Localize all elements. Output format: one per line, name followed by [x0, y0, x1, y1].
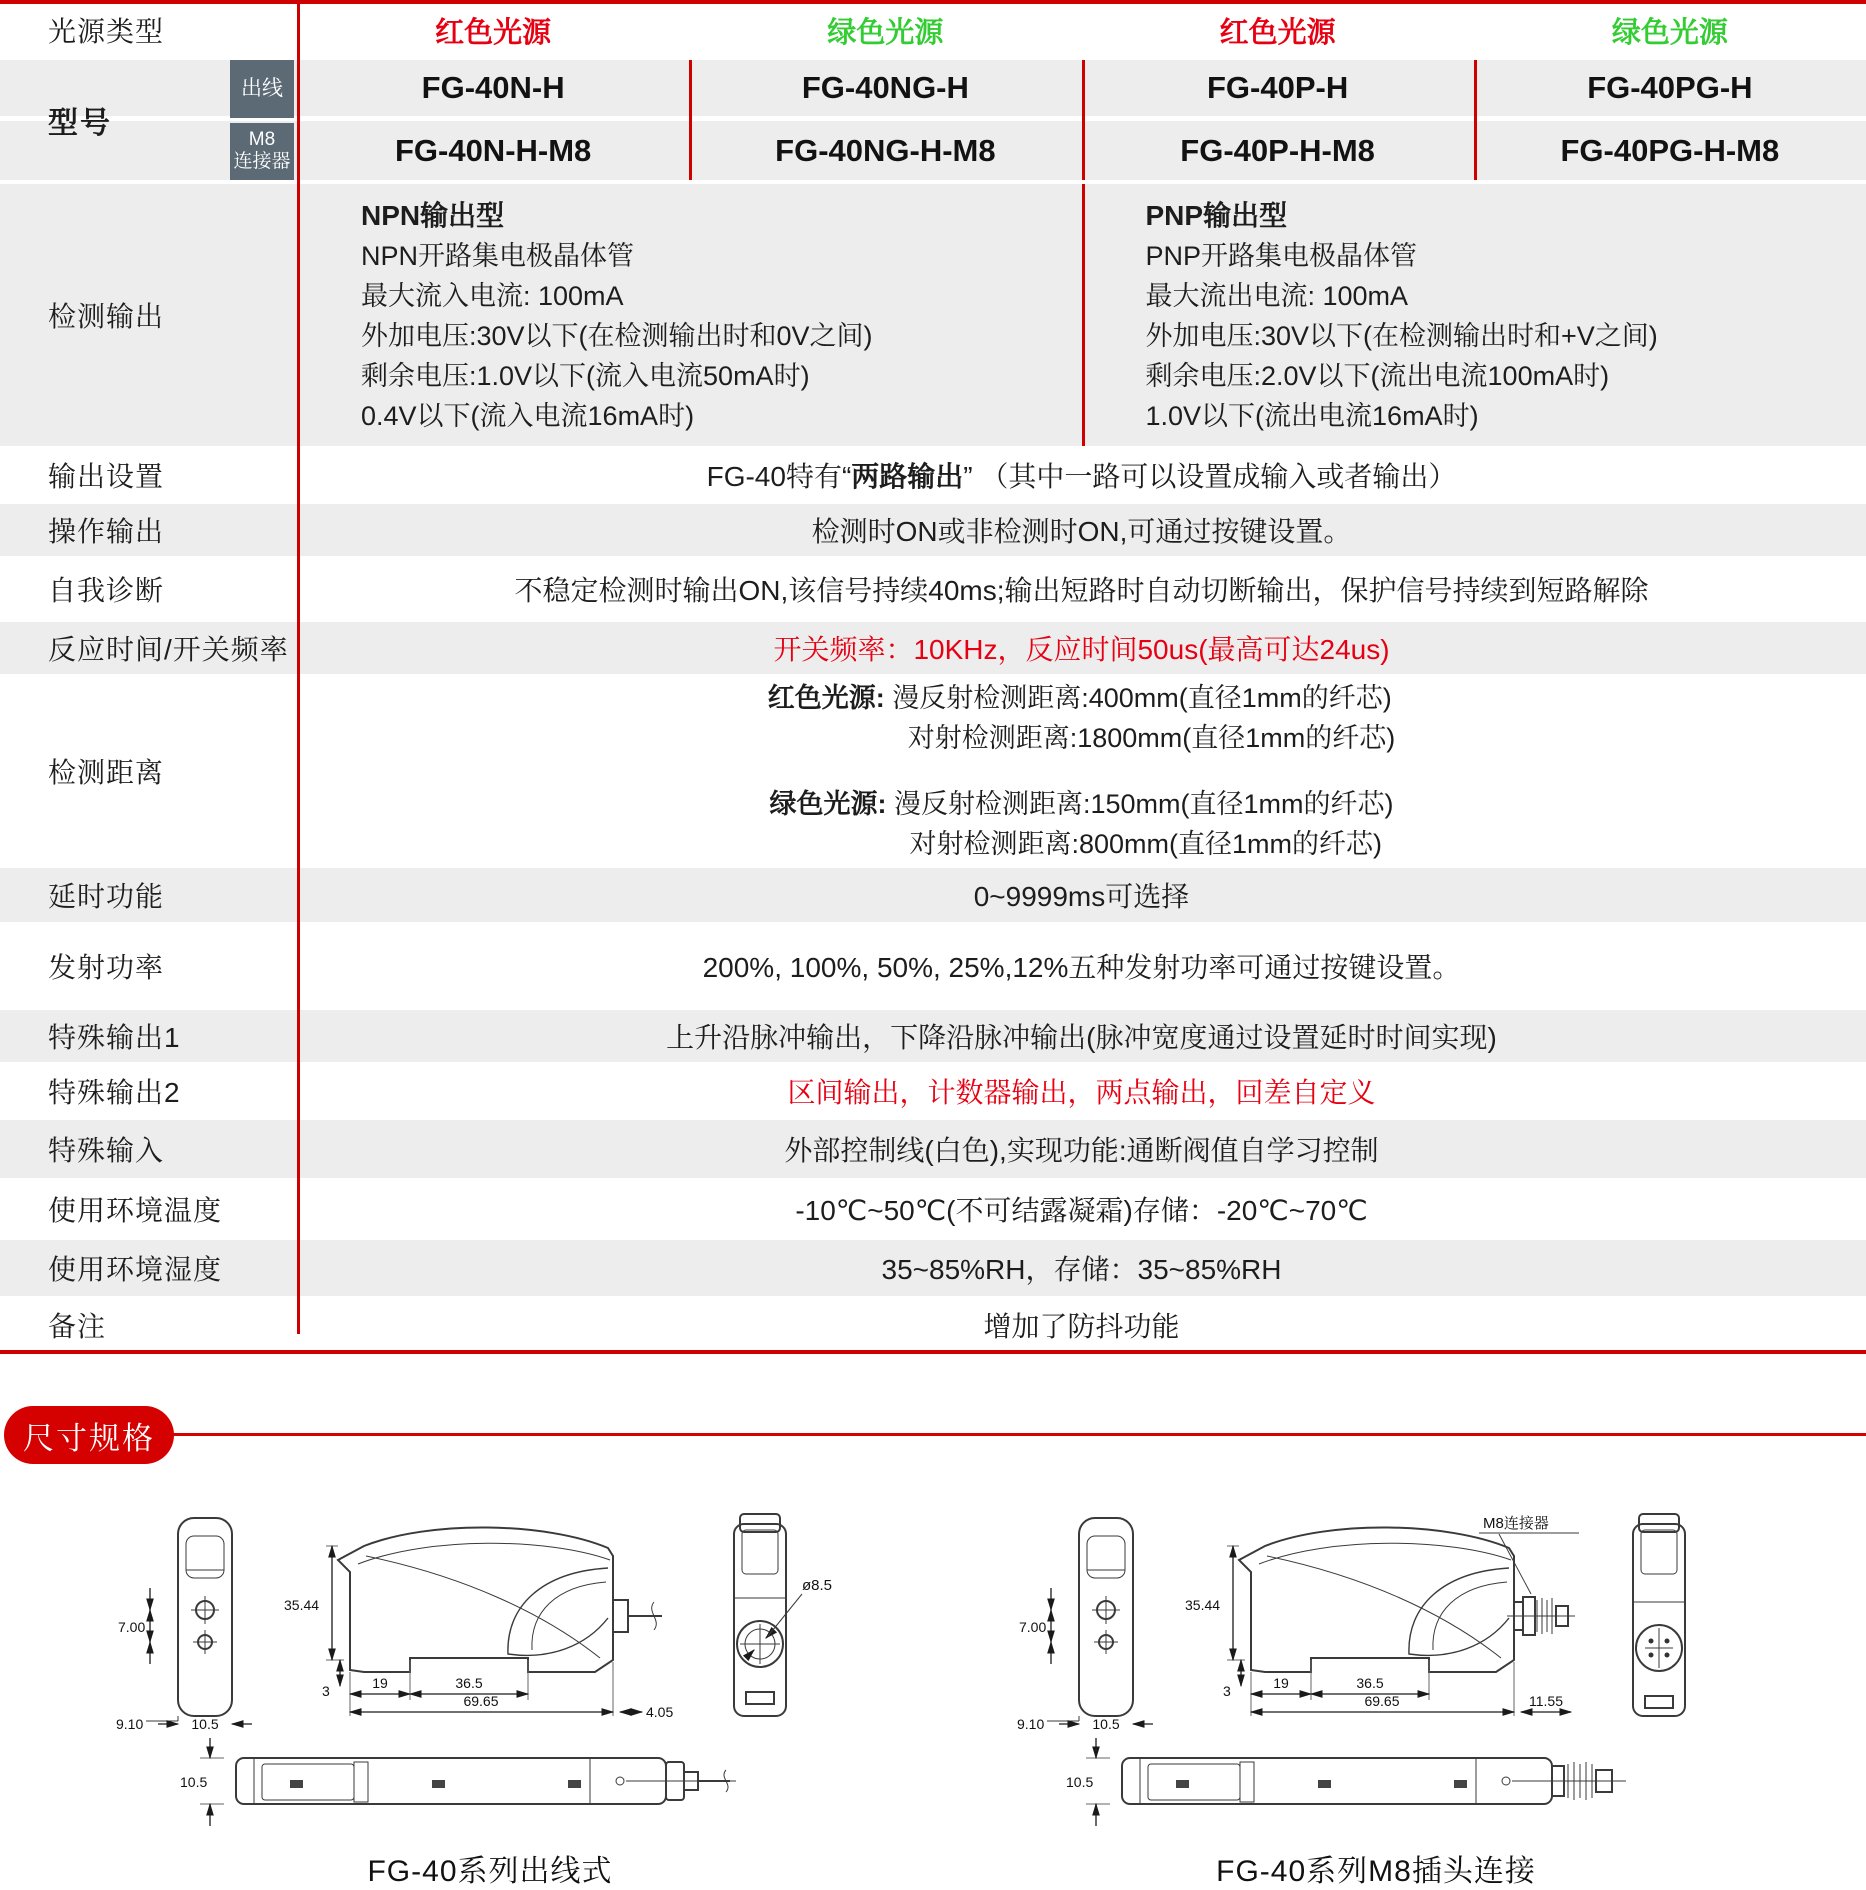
response-time-row: [0, 622, 1866, 674]
end-view-drawing: [684, 1510, 864, 1730]
row-value: 200%, 100%, 50%, 25%,12%五种发射功率可通过按键设置。: [703, 946, 1461, 986]
row-label: 特殊输出1: [0, 1010, 297, 1062]
m8-version-drawing-group: [946, 1510, 1806, 1890]
row-value: 上升沿脉冲输出，下降沿脉冲输出(脉冲宽度通过设置延时时间实现): [666, 1016, 1497, 1056]
svg-text:3: 3: [322, 1683, 330, 1699]
model-row-label: 型号: [48, 98, 112, 142]
m8-connector-tag: M8 连接器: [230, 123, 294, 181]
svg-text:3: 3: [1223, 1683, 1231, 1699]
row-value: 0~9999ms可选择: [974, 875, 1190, 915]
svg-text:19: 19: [1273, 1675, 1289, 1691]
svg-text:9.10: 9.10: [1017, 1716, 1044, 1732]
svg-text:M8连接器: M8连接器: [1483, 1515, 1549, 1532]
npn-output-spec: NPN输出型 NPN开路集电极晶体管 最大流入电流: 100mA 外加电压:30V以下(在检测输出时和0V之间) 剩余电压:1.0V以下(流入电流50mA时) 0.4V以下(流入电流16mA时): [297, 184, 1082, 446]
svg-text:10.5: 10.5: [191, 1716, 218, 1732]
light-source-col-4: 绿色光源: [1474, 4, 1866, 56]
drawing-caption: FG-40系列M8插头连接: [1216, 1846, 1536, 1890]
self-diagnosis-row: [0, 560, 1866, 618]
row-value: 外部控制线(白色),实现功能:通断阀值自学习控制: [784, 1129, 1378, 1169]
light-source-col-2: 绿色光源: [689, 4, 1081, 56]
row-value: 35~85%RH，存储：35~85%RH: [882, 1248, 1282, 1288]
svg-text:10.5: 10.5: [1066, 1774, 1093, 1790]
remarks-row: [0, 1300, 1866, 1350]
svg-text:19: 19: [372, 1675, 388, 1691]
light-source-row: [0, 4, 1866, 56]
svg-text:4.05: 4.05: [646, 1704, 673, 1720]
label-column-divider: [297, 0, 300, 1334]
special-output2-row: [0, 1066, 1866, 1116]
row-value: 增加了防抖功能: [983, 1305, 1179, 1345]
model-cell: FG-40P-H: [1082, 60, 1474, 116]
model-cell: FG-40N-H-M8: [297, 121, 689, 180]
emission-power-row: [0, 926, 1866, 1006]
output-setting-row: [0, 450, 1866, 500]
operation-output-row: [0, 504, 1866, 556]
npn-pnp-divider: [1082, 184, 1085, 446]
ambient-temperature-row: [0, 1182, 1866, 1236]
row-label: 输出设置: [0, 450, 297, 500]
row-label: 延时功能: [0, 868, 297, 922]
row-label: 使用环境温度: [0, 1182, 297, 1236]
svg-text:36.5: 36.5: [1356, 1675, 1383, 1691]
svg-text:7.00: 7.00: [118, 1619, 145, 1635]
row-label: 自我诊断: [0, 560, 297, 618]
row-label: 反应时间/开关频率: [0, 622, 297, 674]
model-cell: FG-40NG-H: [689, 60, 1081, 116]
top-view-drawing: [180, 1732, 800, 1844]
side-view-drawing: [1181, 1510, 1581, 1730]
row-label: 光源类型: [0, 4, 297, 56]
row-label: 备注: [0, 1300, 297, 1350]
row-value: 不稳定检测时输出ON,该信号持续40ms;输出短路时自动切断输出，保护信号持续到短路解除: [514, 569, 1648, 609]
table-bottom-border: [0, 1350, 1866, 1354]
distance-values: 红色光源: 漫反射检测距离:400mm(直径1mm的纤芯) 对射检测距离:1800mm(直径1mm的纤芯) 绿色光源: 漫反射检测距离:150mm(直径1mm的纤芯) 对射检测距离:800mm(直径1mm的纤芯): [297, 678, 1866, 864]
cable-version-drawing-group: [60, 1510, 920, 1890]
model-row: [0, 60, 1866, 180]
svg-text:10.5: 10.5: [1092, 1716, 1119, 1732]
svg-text:9.10: 9.10: [116, 1716, 143, 1732]
dimension-drawings: [0, 1510, 1866, 1890]
delay-function-row: [0, 868, 1866, 922]
side-view-drawing: [280, 1510, 680, 1730]
row-value: 区间输出，计数器输出，两点输出，回差自定义: [787, 1071, 1375, 1111]
svg-text:ø8.5: ø8.5: [802, 1577, 832, 1594]
drawing-caption: FG-40系列出线式: [367, 1846, 612, 1890]
dimensions-badge: 尺寸规格: [4, 1406, 174, 1464]
svg-text:69.65: 69.65: [463, 1693, 498, 1709]
front-view-drawing: [1017, 1510, 1177, 1730]
svg-text:35.44: 35.44: [1185, 1597, 1220, 1613]
row-label: 使用环境湿度: [0, 1240, 297, 1296]
row-label: 操作输出: [0, 504, 297, 556]
detection-distance-row: [0, 678, 1866, 864]
dimensions-section-header: [0, 1406, 1866, 1466]
light-source-col-1: 红色光源: [297, 4, 689, 56]
svg-text:69.65: 69.65: [1364, 1693, 1399, 1709]
light-source-col-3: 红色光源: [1082, 4, 1474, 56]
top-view-drawing: [1066, 1732, 1686, 1844]
row-value: -10℃~50℃(不可结露凝霜)存储：-20℃~70℃: [795, 1189, 1367, 1229]
column-divider: [1082, 60, 1085, 180]
svg-text:7.00: 7.00: [1019, 1619, 1046, 1635]
svg-text:35.44: 35.44: [284, 1597, 319, 1613]
cable-tag: 出线: [230, 60, 294, 118]
end-view-drawing: [1585, 1510, 1735, 1730]
svg-text:11.55: 11.55: [1529, 1693, 1563, 1709]
dimensions-header-rule: [168, 1433, 1866, 1436]
row-label: 检测输出: [0, 184, 297, 446]
column-divider: [689, 60, 692, 180]
model-cell: FG-40PG-H: [1474, 60, 1866, 116]
row-label: 特殊输出2: [0, 1066, 297, 1116]
svg-text:10.5: 10.5: [180, 1774, 207, 1790]
detection-output-row: [0, 184, 1866, 446]
row-value: 开关频率：10KHz，反应时间50us(最高可达24us): [773, 628, 1389, 668]
svg-text:36.5: 36.5: [455, 1675, 482, 1691]
special-input-row: [0, 1120, 1866, 1178]
model-cell: FG-40N-H: [297, 60, 689, 116]
column-divider: [1474, 60, 1477, 180]
model-cell: FG-40P-H-M8: [1082, 121, 1474, 180]
front-view-drawing: [116, 1510, 276, 1730]
row-label: 特殊输入: [0, 1120, 297, 1178]
row-label: 发射功率: [0, 926, 297, 1006]
special-output1-row: [0, 1010, 1866, 1062]
pnp-output-spec: PNP输出型 PNP开路集电极晶体管 最大流出电流: 100mA 外加电压:30V以下(在检测输出时和+V之间) 剩余电压:2.0V以下(流出电流100mA时) 1.0V以下(流出电流16mA时): [1082, 184, 1866, 446]
row-value: 检测时ON或非检测时ON,可通过按键设置。: [812, 510, 1352, 550]
model-cell: FG-40PG-H-M8: [1474, 121, 1866, 180]
row-value: FG-40特有“两路输出” （其中一路可以设置成输入或者输出）: [297, 450, 1866, 500]
ambient-humidity-row: [0, 1240, 1866, 1296]
row-label: 检测距离: [0, 678, 297, 864]
model-cell: FG-40NG-H-M8: [689, 121, 1081, 180]
